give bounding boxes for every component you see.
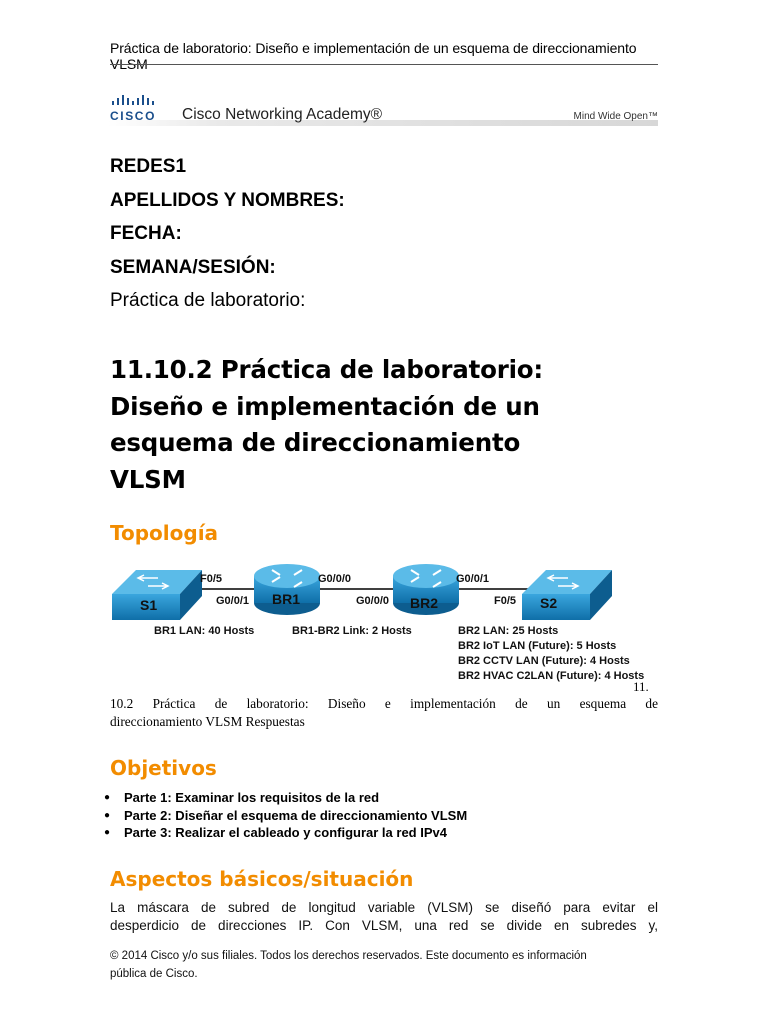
list-item: [104, 807, 467, 825]
brand-bar: [108, 92, 658, 128]
background-paragraph: [110, 899, 658, 934]
bullet-icon: ●: [104, 792, 111, 803]
academy-name: Cisco Networking Academy®: [182, 106, 383, 123]
student-info-block: [110, 150, 345, 318]
date-label: FECHA:: [110, 223, 182, 244]
list-item: [104, 824, 467, 842]
switch-s2-icon: [522, 570, 612, 620]
running-header: Práctica de laboratorio: Diseño e implementación de un esquema de direccionamiento VLSM: [110, 40, 637, 72]
objective-text: Parte 2: Diseñar el esquema de direccionamiento VLSM: [124, 807, 468, 823]
port-label: F0/5: [494, 595, 517, 607]
lab-label: Práctica de laboratorio:: [110, 290, 306, 311]
network-label: BR1-BR2 Link: 2 Hosts: [292, 625, 412, 637]
title-line: Diseño e implementación de un: [110, 391, 540, 421]
router-br1-icon: [254, 564, 320, 615]
network-label: BR2 LAN: 25 Hosts: [458, 625, 559, 637]
course-label: REDES1: [110, 156, 187, 177]
device-label-s1: S1: [140, 597, 158, 613]
objective-text: Parte 1: Examinar los requisitos de la red: [124, 790, 380, 805]
bullet-icon: ●: [104, 809, 111, 821]
title-line: esquema de direccionamiento: [110, 428, 521, 457]
topology-caption: [110, 695, 658, 730]
section-objectives-heading: Objetivos: [110, 756, 217, 780]
section-topology-heading: Topología: [110, 521, 219, 545]
footer-line: pública de Cisco.: [110, 968, 198, 980]
document-title: [110, 352, 658, 498]
topology-diagram: [108, 558, 645, 686]
brand-tagline: Mind Wide Open™: [573, 111, 658, 122]
objective-text: Parte 3: Realizar el cableado y configurar la red IPv4: [124, 825, 447, 840]
caption-line: 10.2 Práctica de laboratorio: Diseño e implementación de un esquema de: [110, 696, 658, 711]
network-label: BR2 CCTV LAN (Future): 4 Hosts: [458, 655, 630, 667]
section-background-heading: Aspectos básicos/situación: [110, 867, 414, 891]
device-label-s2: S2: [540, 595, 558, 611]
bullet-icon: ●: [104, 827, 111, 838]
port-label: G0/0/1: [456, 573, 490, 585]
objectives-list: [104, 789, 467, 842]
network-label: BR2 HVAC C2LAN (Future): 4 Hosts: [458, 670, 645, 682]
caption-line: direccionamiento VLSM Respuestas: [110, 713, 305, 729]
title-line: 11.10.2 Práctica de laboratorio:: [110, 355, 544, 384]
port-label: F0/5: [200, 573, 223, 585]
port-label: G0/0/0: [318, 573, 352, 585]
names-label: APELLIDOS Y NOMBRES:: [110, 189, 345, 211]
network-label: BR1 LAN: 40 Hosts: [154, 625, 255, 637]
copyright-footer: [110, 947, 658, 983]
device-label-br2: BR2: [410, 595, 439, 611]
list-item: [104, 789, 467, 807]
header-rule: [110, 64, 658, 65]
cisco-wordmark: CISCO: [110, 109, 157, 123]
session-label: SEMANA/SESIÓN:: [110, 256, 276, 278]
footer-line: © 2014 Cisco y/o sus filiales. Todos los derechos reservados. Este documento es información: [110, 950, 587, 962]
network-label: BR2 IoT LAN (Future): 5 Hosts: [458, 640, 617, 652]
port-label: G0/0/0: [356, 595, 390, 607]
port-label: G0/0/1: [216, 595, 250, 607]
device-label-br1: BR1: [272, 591, 301, 607]
paragraph-line: desperdicio de direcciones IP. Con VLSM, una red se divide en subredes y,: [110, 917, 658, 933]
paragraph-line: La máscara de subred de longitud variable (VLSM) se diseñó para evitar el: [110, 900, 658, 915]
title-line: VLSM: [110, 464, 186, 494]
stray-number: 11.: [633, 679, 649, 694]
